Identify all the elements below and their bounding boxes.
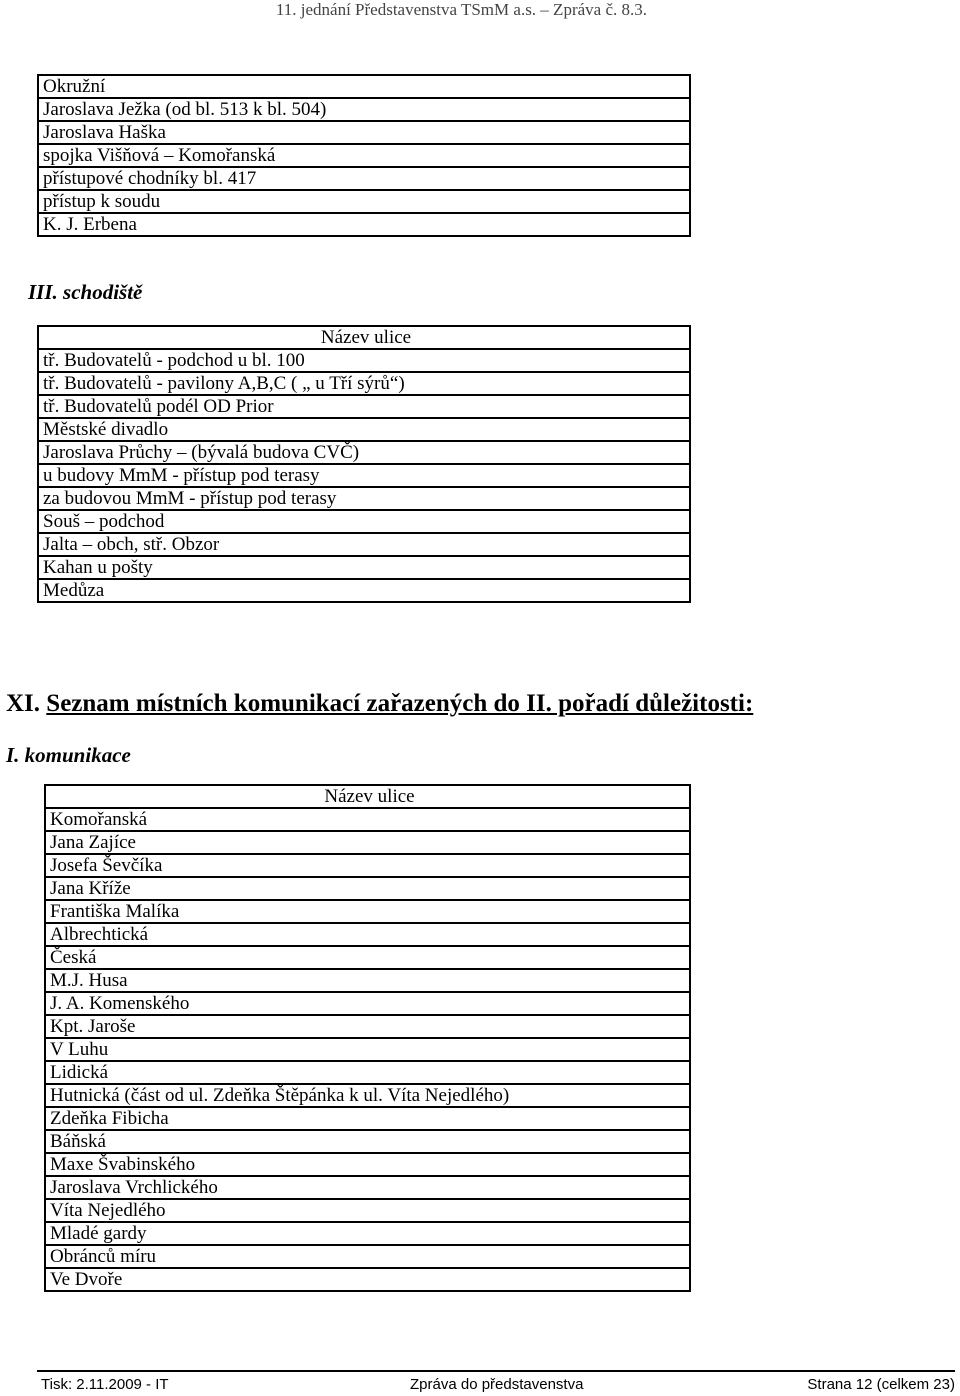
table-cell: Medůza: [38, 579, 690, 602]
table-cell: přístupové chodníky bl. 417: [38, 167, 690, 190]
table-row: [38, 121, 690, 144]
table-row: [45, 1038, 690, 1061]
table-row: [45, 1107, 690, 1130]
table-cell: Česká: [45, 946, 690, 969]
stairs-table: [37, 325, 691, 603]
table-row: [38, 190, 690, 213]
table-cell: Kpt. Jaroše: [45, 1015, 690, 1038]
table-row: [45, 1245, 690, 1268]
table-cell: Hutnická (část od ul. Zdeňka Štěpánka k ul. Víta Nejedlého): [45, 1084, 690, 1107]
table-cell: Městské divadlo: [38, 418, 690, 441]
table-row: [38, 144, 690, 167]
table-cell: Františka Malíka: [45, 900, 690, 923]
table-cell: Ve Dvoře: [45, 1268, 690, 1291]
table-cell: tř. Budovatelů - podchod u bl. 100: [38, 349, 690, 372]
table-cell: přístup k soudu: [38, 190, 690, 213]
table-row: [38, 418, 690, 441]
section-title: Seznam místních komunikací zařazených do II. pořadí důležitosti:: [46, 690, 754, 717]
table-cell: Mladé gardy: [45, 1222, 690, 1245]
table-cell: Jana Kříže: [45, 877, 690, 900]
table-row: [45, 1199, 690, 1222]
table-row: [38, 75, 690, 98]
section-heading: [6, 690, 753, 718]
table-row: [38, 167, 690, 190]
table-cell: K. J. Erbena: [38, 213, 690, 236]
table-cell: Báňská: [45, 1130, 690, 1153]
table-cell: Jaroslava Haška: [38, 121, 690, 144]
roads-subheading: I. komunikace: [6, 743, 131, 767]
table-row: [45, 1222, 690, 1245]
table-cell: Zdeňka Fibicha: [45, 1107, 690, 1130]
table-cell: Obránců míru: [45, 1245, 690, 1268]
page-footer: [37, 1370, 955, 1396]
table-row: [38, 487, 690, 510]
footer-page-number: Strana 12 (celkem 23): [807, 1376, 955, 1393]
table-cell: Jalta – obch, stř. Obzor: [38, 533, 690, 556]
table-row: [38, 579, 690, 602]
table-cell: Jana Zajíce: [45, 831, 690, 854]
table-row: [45, 900, 690, 923]
table-row: [45, 1130, 690, 1153]
table-cell: Albrechtická: [45, 923, 690, 946]
table-row: [38, 510, 690, 533]
table-cell: Souš – podchod: [38, 510, 690, 533]
table-cell: Jaroslava Ježka (od bl. 513 k bl. 504): [38, 98, 690, 121]
table-row: [45, 946, 690, 969]
table-row: [45, 1084, 690, 1107]
table-cell: Jaroslava Vrchlického: [45, 1176, 690, 1199]
table-row: [45, 877, 690, 900]
table-row: [45, 1268, 690, 1291]
table-cell: Josefa Ševčíka: [45, 854, 690, 877]
page-header: [0, 0, 960, 24]
table-cell: tř. Budovatelů podél OD Prior: [38, 395, 690, 418]
table-row: [38, 556, 690, 579]
table-cell: u budovy MmM - přístup pod terasy: [38, 464, 690, 487]
streets-table-1: [37, 74, 691, 237]
table-row: [38, 441, 690, 464]
table-row: [38, 395, 690, 418]
table-row: [45, 1176, 690, 1199]
table-cell: Víta Nejedlého: [45, 1199, 690, 1222]
table-cell: Kahan u pošty: [38, 556, 690, 579]
table-row: [45, 1153, 690, 1176]
table-cell: Okružní: [38, 75, 690, 98]
table-cell: J. A. Komenského: [45, 992, 690, 1015]
table-cell: tř. Budovatelů - pavilony A,B,C ( „ u Tří sýrů“): [38, 372, 690, 395]
table-cell: M.J. Husa: [45, 969, 690, 992]
table-row: [45, 969, 690, 992]
table-row: [45, 923, 690, 946]
table-row: [45, 831, 690, 854]
table-row: [45, 808, 690, 831]
footer-print-date: Tisk: 2.11.2009 - IT: [41, 1376, 169, 1393]
footer-doc-title: Zpráva do představenstva: [410, 1376, 584, 1393]
table-row: [38, 533, 690, 556]
table-cell: Jaroslava Průchy – (bývalá budova CVČ): [38, 441, 690, 464]
table-cell: Komořanská: [45, 808, 690, 831]
table-row: [38, 464, 690, 487]
table-row: [45, 1061, 690, 1084]
table-row: [38, 372, 690, 395]
table-row: [45, 854, 690, 877]
table-row: [38, 98, 690, 121]
header-text: 11. jednání Představenstva TSmM a.s. – Zpráva č. 8.3.: [275, 0, 647, 19]
table-header-row: [45, 785, 690, 808]
stairs-subheading: III. schodiště: [28, 280, 143, 304]
table-row: [45, 1015, 690, 1038]
table-row: [38, 213, 690, 236]
column-header: Název ulice: [38, 326, 690, 349]
table-cell: spojka Višňová – Komořanská: [38, 144, 690, 167]
table-cell: V Luhu: [45, 1038, 690, 1061]
table-cell: za budovou MmM - přístup pod terasy: [38, 487, 690, 510]
section-number: XI.: [6, 690, 41, 717]
column-header: Název ulice: [45, 785, 690, 808]
table-row: [38, 349, 690, 372]
table-row: [45, 992, 690, 1015]
table-header-row: [38, 326, 690, 349]
table-cell: Maxe Švabinského: [45, 1153, 690, 1176]
roads-table: [44, 784, 691, 1292]
table-cell: Lidická: [45, 1061, 690, 1084]
